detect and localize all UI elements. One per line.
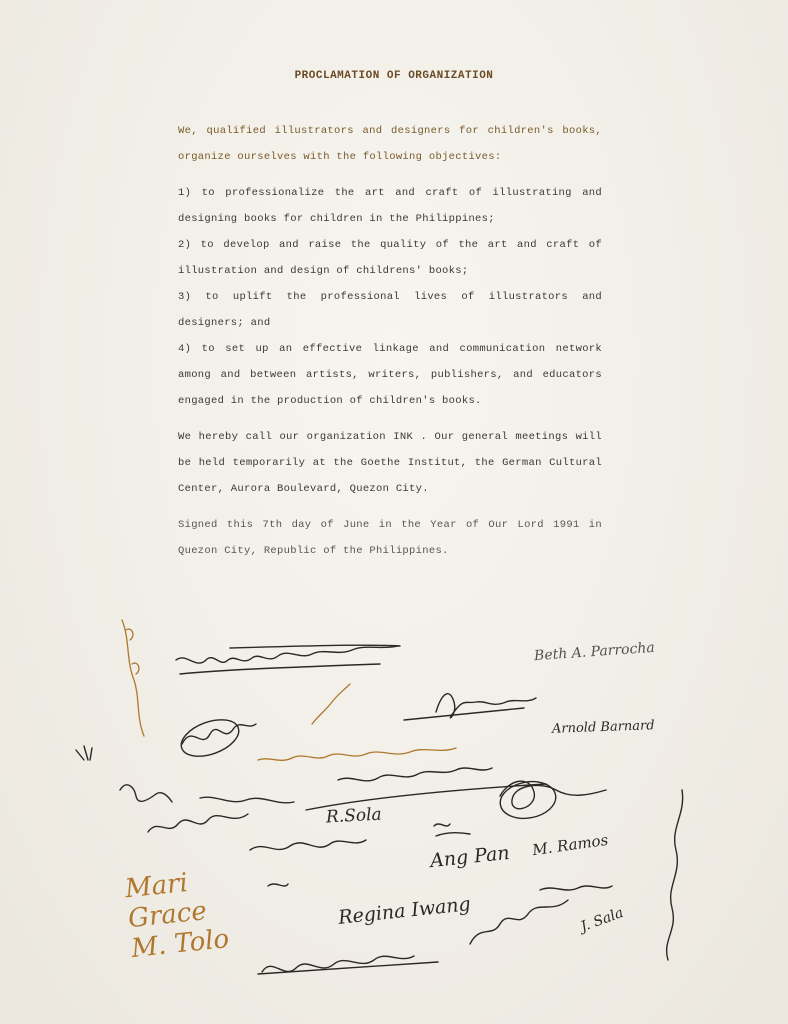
signed-paragraph: Signed this 7th day of June in the Year of Our Lord 1991 in Quezon City, Republic of the Philippines. [178, 519, 602, 557]
signature-j-sala: J. Sala [578, 904, 626, 936]
signature-beth-parrocha: Beth A. Parrocha [533, 639, 656, 665]
signature-mari-grace-tolo: Mari Grace M. Tolo [123, 867, 231, 965]
document-body [178, 118, 602, 574]
signature-regina-iwang: Regina Iwang [337, 893, 472, 929]
naming-paragraph: We hereby call our organization INK . Our general meetings will be held temporarily at the Goethe Institut, the German Cultural Center, Aurora Boulevard, Quezon City. [178, 431, 602, 495]
objective-4: 4) to set up an effective linkage and communication network among and between artists, writers, publishers, and educators engaged in the production of children's books. [178, 343, 602, 407]
objective-3: 3) to uplift the professional lives of illustrators and designers; and [178, 291, 602, 329]
signature-scribbles [0, 600, 788, 1024]
objective-1: 1) to professionalize the art and craft of illustrating and designing books for children in the Philippines; [178, 187, 602, 225]
objective-2: 2) to develop and raise the quality of the art and craft of illustration and design of childrens' books; [178, 239, 602, 277]
signature-arnold-barnard: Arnold Barnard [551, 718, 655, 737]
signature-ang-pan: Ang Pan [429, 841, 511, 873]
signature-r-sola: R.Sola [325, 804, 383, 828]
document-title: PROCLAMATION OF ORGANIZATION [294, 70, 494, 82]
intro-paragraph: We, qualified illustrators and designers for children's books, organize ourselves with the following objectives: [178, 125, 602, 163]
signature-m-ramos: M. Ramos [531, 830, 610, 860]
